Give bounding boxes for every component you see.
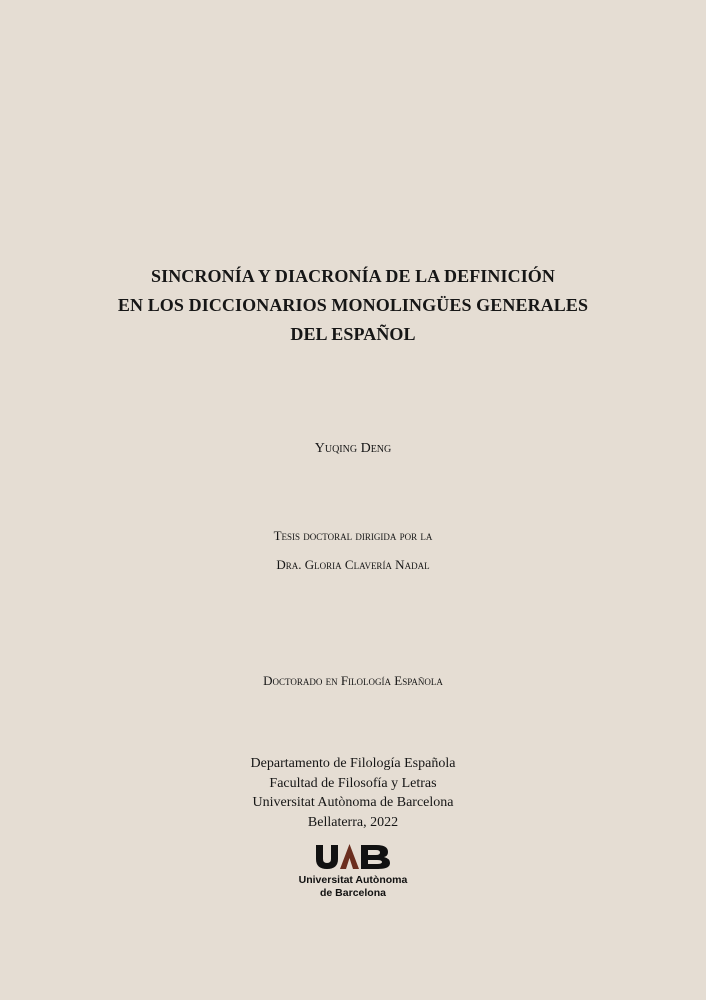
title-line-2: EN LOS DICCIONARIOS MONOLINGÜES GENERALES (117, 295, 589, 315)
institution-address (0, 754, 706, 832)
address-department: Departamento de Filología Española (250, 756, 456, 771)
title-line-3: DEL ESPAÑOL (290, 324, 416, 344)
doctoral-program: Doctorado en Filología Española (263, 673, 443, 688)
address-university: Universitat Autònoma de Barcelona (252, 795, 454, 810)
logo-letter-u (316, 845, 338, 869)
thesis-supervision-label: Tesis doctoral dirigida por la (273, 528, 433, 543)
author-name: Yuqing Deng (314, 441, 392, 456)
logo-text-line-1: Universitat Autònoma (298, 874, 408, 886)
logo-letter-b (361, 845, 390, 869)
logo-letter-a (340, 844, 359, 869)
address-place-year: Bellaterra, 2022 (307, 814, 399, 830)
uab-logo (292, 841, 414, 901)
logo-text-line-2: de Barcelona (320, 887, 386, 899)
title-line-1: SINCRONÍA Y DIACRONÍA DE LA DEFINICIÓN (150, 266, 556, 286)
thesis-supervisor-name: Dra. Gloria Clavería Nadal (276, 557, 430, 572)
address-faculty: Facultad de Filosofía y Letras (269, 775, 437, 791)
thesis-title (0, 262, 706, 349)
